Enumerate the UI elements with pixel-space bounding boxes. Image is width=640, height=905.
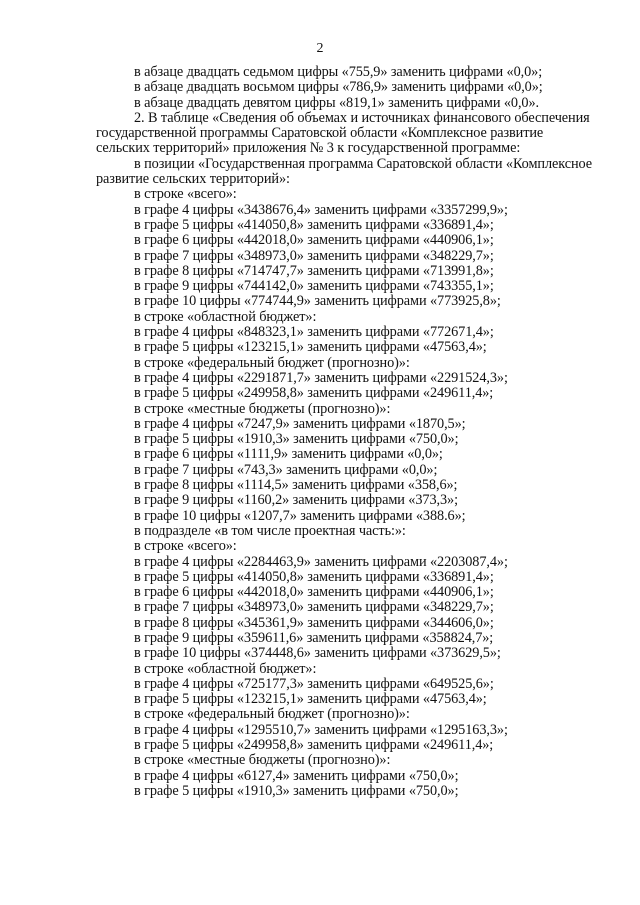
list-item: в строке «федеральный бюджет (прогнозно)»: xyxy=(134,706,410,723)
list-item: в графе 4 цифры «1295510,7» заменить цифрами «1295163,3»; xyxy=(134,721,508,738)
list-item: в строке «всего»: xyxy=(134,538,237,555)
list-item: в абзаце двадцать восьмом цифры «786,9» заменить цифрами «0,0»; xyxy=(134,79,543,96)
list-item: в строке «всего»: xyxy=(134,186,237,203)
list-item: в графе 8 цифры «345361,9» заменить цифрами «344606,0»; xyxy=(134,614,494,631)
list-item: в графе 4 цифры «725177,3» заменить цифрами «649525,6»; xyxy=(134,675,494,692)
list-item: в графе 8 цифры «714747,7» заменить цифрами «713991,8»; xyxy=(134,262,494,279)
list-item: в графе 5 цифры «414050,8» заменить цифрами «336891,4»; xyxy=(134,568,494,585)
list-item: в абзаце двадцать седьмом цифры «755,9» заменить цифрами «0,0»; xyxy=(134,64,543,80)
list-item: в графе 6 цифры «442018,0» заменить цифрами «440906,1»; xyxy=(134,584,494,601)
list-item: в графе 5 цифры «123215,1» заменить цифрами «47563,4»; xyxy=(134,339,487,356)
paragraph-line: в позиции «Государственная программа Саратовской области «Комплексное xyxy=(134,155,592,172)
document-body xyxy=(96,64,592,799)
paragraph-line: 2. В таблице «Сведения об объемах и источниках финансового обеспечения xyxy=(134,109,590,126)
page-number: 2 xyxy=(316,41,324,56)
list-item: в графе 5 цифры «1910,3» заменить цифрами «750,0»; xyxy=(134,431,459,448)
list-item: в строке «областной бюджет»: xyxy=(134,308,317,325)
list-item: в строке «областной бюджет»: xyxy=(134,660,317,677)
list-item: в подразделе «в том числе проектная часть:»: xyxy=(134,522,406,539)
paragraph-position xyxy=(96,155,592,188)
list-item: в строке «федеральный бюджет (прогнозно)»: xyxy=(134,354,410,371)
list-item: в графе 8 цифры «1114,5» заменить цифрами «358,6»; xyxy=(134,477,458,494)
list-item: в графе 9 цифры «359611,6» заменить цифрами «358824,7»; xyxy=(134,629,494,646)
list-item: в графе 4 цифры «7247,9» заменить цифрами «1870,5»; xyxy=(134,415,466,432)
list-item: в графе 7 цифры «743,3» заменить цифрами «0,0»; xyxy=(134,461,438,478)
paragraph-line: сельских территорий» приложения № 3 к государственной программе: xyxy=(96,140,521,157)
list-item: в графе 5 цифры «249958,8» заменить цифрами «249611,4»; xyxy=(134,737,494,754)
amendment-list xyxy=(96,187,586,799)
list-item: в графе 9 цифры «1160,2» заменить цифрами «373,3»; xyxy=(134,492,458,509)
list-item: в графе 10 цифры «374448,6» заменить цифрами «373629,5»; xyxy=(134,645,501,662)
list-item: в графе 5 цифры «414050,8» заменить цифрами «336891,4»; xyxy=(134,216,494,233)
list-item: в графе 4 цифры «2291871,7» заменить цифрами «2291524,3»; xyxy=(134,369,508,386)
list-item: в графе 10 цифры «1207,7» заменить цифрами «388.6»; xyxy=(134,507,466,524)
list-item: в графе 5 цифры «123215,1» заменить цифрами «47563,4»; xyxy=(134,691,487,708)
list-item: в графе 4 цифры «6127,4» заменить цифрами «750,0»; xyxy=(134,767,459,784)
list-item: в абзаце двадцать девятом цифры «819,1» заменить цифрами «0,0». xyxy=(134,94,539,111)
list-item: в графе 5 цифры «1910,3» заменить цифрами «750,0»; xyxy=(134,782,459,799)
paragraph-line: развитие сельских территорий»: xyxy=(96,171,290,188)
list-item: в графе 7 цифры «348973,0» заменить цифрами «348229,7»; xyxy=(134,599,494,616)
list-item: в графе 10 цифры «774744,9» заменить цифрами «773925,8»; xyxy=(134,293,501,310)
list-item: в строке «местные бюджеты (прогнозно)»: xyxy=(134,400,391,417)
paragraph-line: государственной программы Саратовской области «Комплексное развитие xyxy=(96,125,544,142)
list-item: в графе 4 цифры «848323,1» заменить цифрами «772671,4»; xyxy=(134,324,494,341)
list-item: в графе 7 цифры «348973,0» заменить цифрами «348229,7»; xyxy=(134,247,494,264)
list-item: в графе 5 цифры «249958,8» заменить цифрами «249611,4»; xyxy=(134,385,494,402)
list-item: в графе 6 цифры «442018,0» заменить цифрами «440906,1»; xyxy=(134,232,494,249)
list-item: в графе 4 цифры «3438676,4» заменить цифрами «3357299,9»; xyxy=(134,201,508,218)
list-item: в графе 6 цифры «1111,9» заменить цифрами «0,0»; xyxy=(134,446,443,463)
list-item: в графе 4 цифры «2284463,9» заменить цифрами «2203087,4»; xyxy=(134,553,508,570)
list-item: в строке «местные бюджеты (прогнозно)»: xyxy=(134,752,391,769)
paragraph-table-reference xyxy=(96,109,590,157)
list-item: в графе 9 цифры «744142,0» заменить цифрами «743355,1»; xyxy=(134,278,494,295)
